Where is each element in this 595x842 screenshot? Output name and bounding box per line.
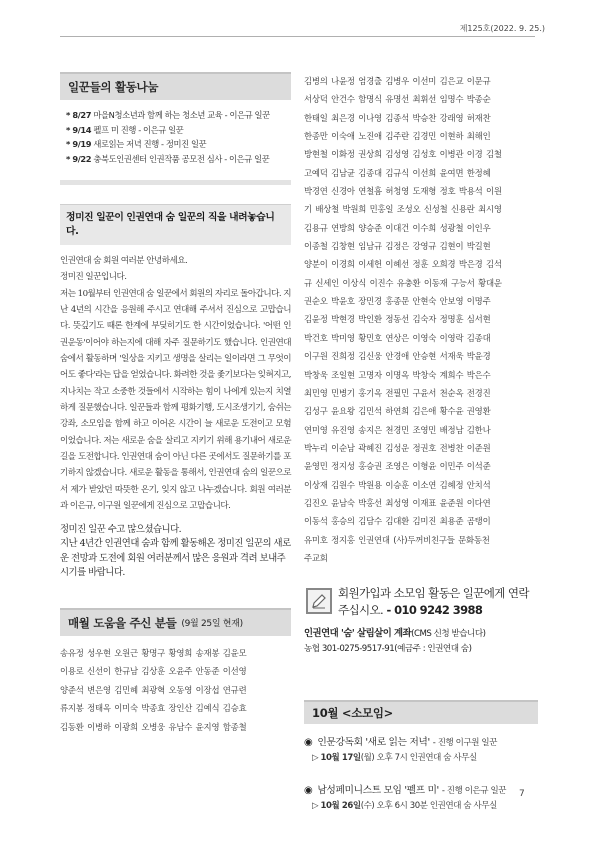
names-line: 송유정 성우현 오원근 황명구 황영희 송재봉 김윤모 — [60, 647, 247, 658]
names-line: 김성구 윤요왕 김민석 하연희 김은애 황수윤 권영환 — [304, 406, 491, 417]
names-line: 이구원 진희정 김신웅 안경애 안승현 서재욱 박윤경 — [304, 351, 491, 362]
names-line: 기 배상철 박원희 민홍일 조성오 신성철 신용란 최시영 — [304, 204, 502, 215]
names-line: 양준석 변은영 김민혜 최광혁 오동영 이장섭 연규련 — [60, 684, 247, 695]
closing-line: 정미진 일꾼 수고 많으셨습니다. — [60, 523, 182, 535]
arrow-icon: ▷ — [312, 801, 319, 812]
join-text — [338, 585, 538, 619]
names-line: 이용로 신선이 한규남 김상훈 오윤주 안동준 이선영 — [60, 666, 247, 676]
join-message: 회원가입과 소모임 활동은 일꾼에게 연락 주십시오. — [338, 586, 529, 618]
activity-date: * 9/19 — [66, 139, 92, 149]
names-line: 이상재 김원수 박원용 이승훈 이소연 김혜정 안치석 — [304, 479, 491, 490]
activity-text: 마을N청소년과 함께 하는 청소년 교육 - 이은규 일꾼 — [91, 110, 270, 120]
meeting-date: 10월 26일 — [320, 801, 361, 812]
pencil-icon — [306, 588, 332, 614]
names-line: 박창욱 조일현 고명자 이명옥 박창숙 계희수 박은수 — [304, 369, 491, 380]
meetings-list — [304, 736, 538, 814]
join-contact — [304, 585, 538, 656]
meeting-detail: (월) 오후 7시 인권연대 숨 사무실 — [360, 753, 477, 764]
letter-paragraph: 정미진 일꾼입니다. — [60, 272, 127, 283]
names-line: 한태일 최은경 이나영 김종석 박승찬 강래영 허재찬 — [304, 112, 491, 123]
activity-item — [66, 152, 291, 167]
names-line: 김병의 나윤정 엄경출 김병우 이선미 김은교 이문규 — [304, 76, 491, 86]
names-line: 이종철 김창현 임남규 김정은 강영규 김현이 박길현 — [304, 241, 491, 252]
names-line: 방현철 이화정 권상희 김성영 김성호 이병관 이경 김철 — [304, 149, 502, 160]
account-line: 농협 301-0275-9517-91(예금주 : 인권연대 숨) — [304, 643, 472, 654]
meeting-schedule — [312, 798, 538, 814]
activity-text: 펠프 미 진행 - 이은규 일꾼 — [91, 124, 184, 135]
activity-item — [66, 137, 291, 152]
helpers-title: 매월 도움을 주신 분들 — [68, 615, 177, 630]
names-line: 김동환 이병하 이광희 오병웅 유남수 윤지영 함종철 — [60, 721, 247, 732]
bullet-circle-icon: ◉ — [304, 785, 313, 797]
meetings-heading — [304, 700, 538, 724]
closing-line: 지난 4년간 인권연대 숨과 함께 활동해온 정미진 일꾼의 새로운 전망과 도전에 회원 여러분께서 많은 응원과 격려 보내주시기를 바랍니다. — [60, 538, 291, 578]
activity-date: * 8/27 — [66, 110, 92, 120]
meeting-item — [304, 784, 538, 798]
names-line: 한종만 이숙애 노진애 김주란 김경민 이현하 최해인 — [304, 131, 491, 142]
names-line: 권순오 박윤호 장민경 홍종문 안현숙 안보영 이명주 — [304, 296, 491, 307]
activity-text: 충북도인권센터 인권작품 공모전 심사 - 이은규 일꾼 — [91, 153, 270, 164]
activities-heading — [60, 72, 291, 100]
left-column — [60, 72, 291, 736]
meeting-date: 10월 17일 — [320, 753, 361, 764]
activity-text: 새로읽는 저녁 진행 - 정미진 일꾼 — [91, 139, 207, 149]
names-line: 김윤정 박현경 박인환 정동선 김숙자 정명훈 심서현 — [304, 314, 491, 325]
letter-paragraph: 인권연대 숨 회원 여러분 안녕하세요. — [60, 256, 188, 266]
section-divider — [60, 180, 291, 185]
names-line: 서상덕 안건수 함명식 유명선 최휘선 임명수 박종순 — [304, 94, 491, 105]
account-note: (CMS 신청 받습니다) — [411, 629, 486, 640]
names-line: 최민영 민병기 홍기옥 전필민 구윤서 천순옥 전경진 — [304, 387, 491, 398]
activities-title: 일꾼들의 활동나눔 — [68, 80, 159, 94]
activity-item — [66, 108, 291, 123]
helpers-subtitle: (9월 25일 현재) — [181, 619, 243, 629]
page-number: 7 — [519, 789, 525, 799]
names-line: 규 신세인 이상식 이진수 유충환 이동재 구능서 황대운 — [304, 277, 502, 288]
names-line: 윤영민 정지성 홍승권 조영은 이형윤 이민주 이석준 — [304, 461, 491, 472]
account-info — [304, 627, 538, 656]
activity-date: * 9/14 — [66, 124, 92, 135]
names-line: 연미영 유진영 송지은 천경민 조영민 배정남 김한나 — [304, 424, 491, 435]
right-column — [304, 72, 538, 814]
letter-headline: 정미진 일꾼이 인권연대 숨 일꾼의 직을 내려놓습니다. — [60, 204, 291, 245]
names-line: 김진오 윤남숙 박홍선 최성영 이재표 윤준원 이다연 — [304, 497, 491, 508]
meetings-title: 10월 <소모임> — [312, 706, 394, 721]
names-line: 고예덕 김남균 김종대 김규식 이선희 윤여면 한정혜 — [304, 167, 491, 178]
names-line: 박경연 신경아 연철흠 허청영 도재형 정호 박용석 이원 — [304, 186, 502, 197]
names-line: 이동석 홍승의 김담수 김대환 김미진 최용준 곰탱이 — [304, 516, 491, 527]
names-line: 유미호 정지홍 인권연대 (사)두꺼비친구들 문화동천 — [304, 534, 490, 545]
account-title: 인권연대 '숨' 살림살이 계좌 — [304, 628, 412, 640]
meeting-item — [304, 736, 538, 750]
names-line: 양분이 이경희 이세헌 이혜선 정훈 오희경 박은경 김석 — [304, 259, 502, 270]
meeting-title: 인문강독회 '새로 읽는 저녁' — [317, 737, 430, 749]
bullet-circle-icon: ◉ — [304, 737, 313, 749]
join-phone: - 010 9242 3988 — [383, 603, 483, 618]
issue-label: 제125호(2022. 9. 25.) — [459, 24, 545, 33]
arrow-icon: ▷ — [312, 753, 319, 764]
meeting-detail: (수) 오후 6시 30분 인권연대 숨 사무실 — [360, 801, 497, 812]
letter-body — [60, 253, 291, 515]
meeting-schedule — [312, 750, 538, 766]
names-line: 김용규 연방희 양승준 이대건 이수희 성광철 이인우 — [304, 222, 491, 233]
names-line: 박건호 박미영 황민호 연상은 이영숙 이영락 김종대 — [304, 332, 491, 343]
meeting-host: - 진행 이구원 일꾼 — [432, 738, 498, 749]
letter-paragraph: 저는 10월부터 인권연대 숨 일꾼에서 회원의 자리로 돌아갑니다. 지난 4년의 시간을 응원해 주시고 연대해 주셔서 진심으로 고맙습니다. 뜻깊기도 때론 한계에 부딪히기도 한 시간이었습니다. '어떤 인권운동'이어야 하는지에 대해 자주 질문하기도 했습니다. 인권연대 숨에서 활동하며 '일상을 지키고 생명을 살리는 일이라면 그 무엇이어도 좋다'라는 답을 얻었습니다. 화려한 것을 좇기보다는 잊혀지고, 지나치는 작고 소중한 것들에서 시작하는 힘이 나에게 있는지 치열하게 질문했습니다. 일꾼들과 함께 평화기행, 도시조생기기, 숨쉬는 강좌, 소모임을 함께 하고 이어온 시간이 늘 새로운 도전이고 모험이었습니다. 저는 새로운 숨을 살리고 지키기 위해 용기내어 새로운 길을 도전합니다. 인권연대 숨이 아닌 다른 곳에서도 질문하기를 포기하지 않겠습니다. 새로운 활동을 통해서, 인권연대 숨의 일꾼으로서 제가 받았던 따뜻한 온기, 잊지 않고 나누겠습니다. 회원 여러분과 이은규, 이구원 일꾼에게 진심으로 고맙습니다. — [60, 288, 292, 512]
meeting-host: - 진행 이은규 일꾼 — [441, 786, 507, 797]
helpers-names-left — [60, 644, 291, 737]
activities-list — [60, 108, 291, 166]
names-line: 류지봉 정태옥 이미숙 박종효 장인산 김예식 김승효 — [60, 703, 247, 713]
letter-closing — [60, 523, 291, 581]
names-line: 박누리 이순남 곽혜진 김성운 정권호 전병찬 이준원 — [304, 442, 491, 453]
names-line: 주교회 — [304, 552, 328, 563]
helpers-heading — [60, 608, 291, 636]
header-rule — [60, 36, 535, 37]
meeting-title: 남성페미니스트 모임 '펠프 미' — [317, 785, 439, 797]
activity-item — [66, 123, 291, 138]
helpers-names-right — [304, 72, 538, 567]
activity-date: * 9/22 — [66, 153, 92, 164]
